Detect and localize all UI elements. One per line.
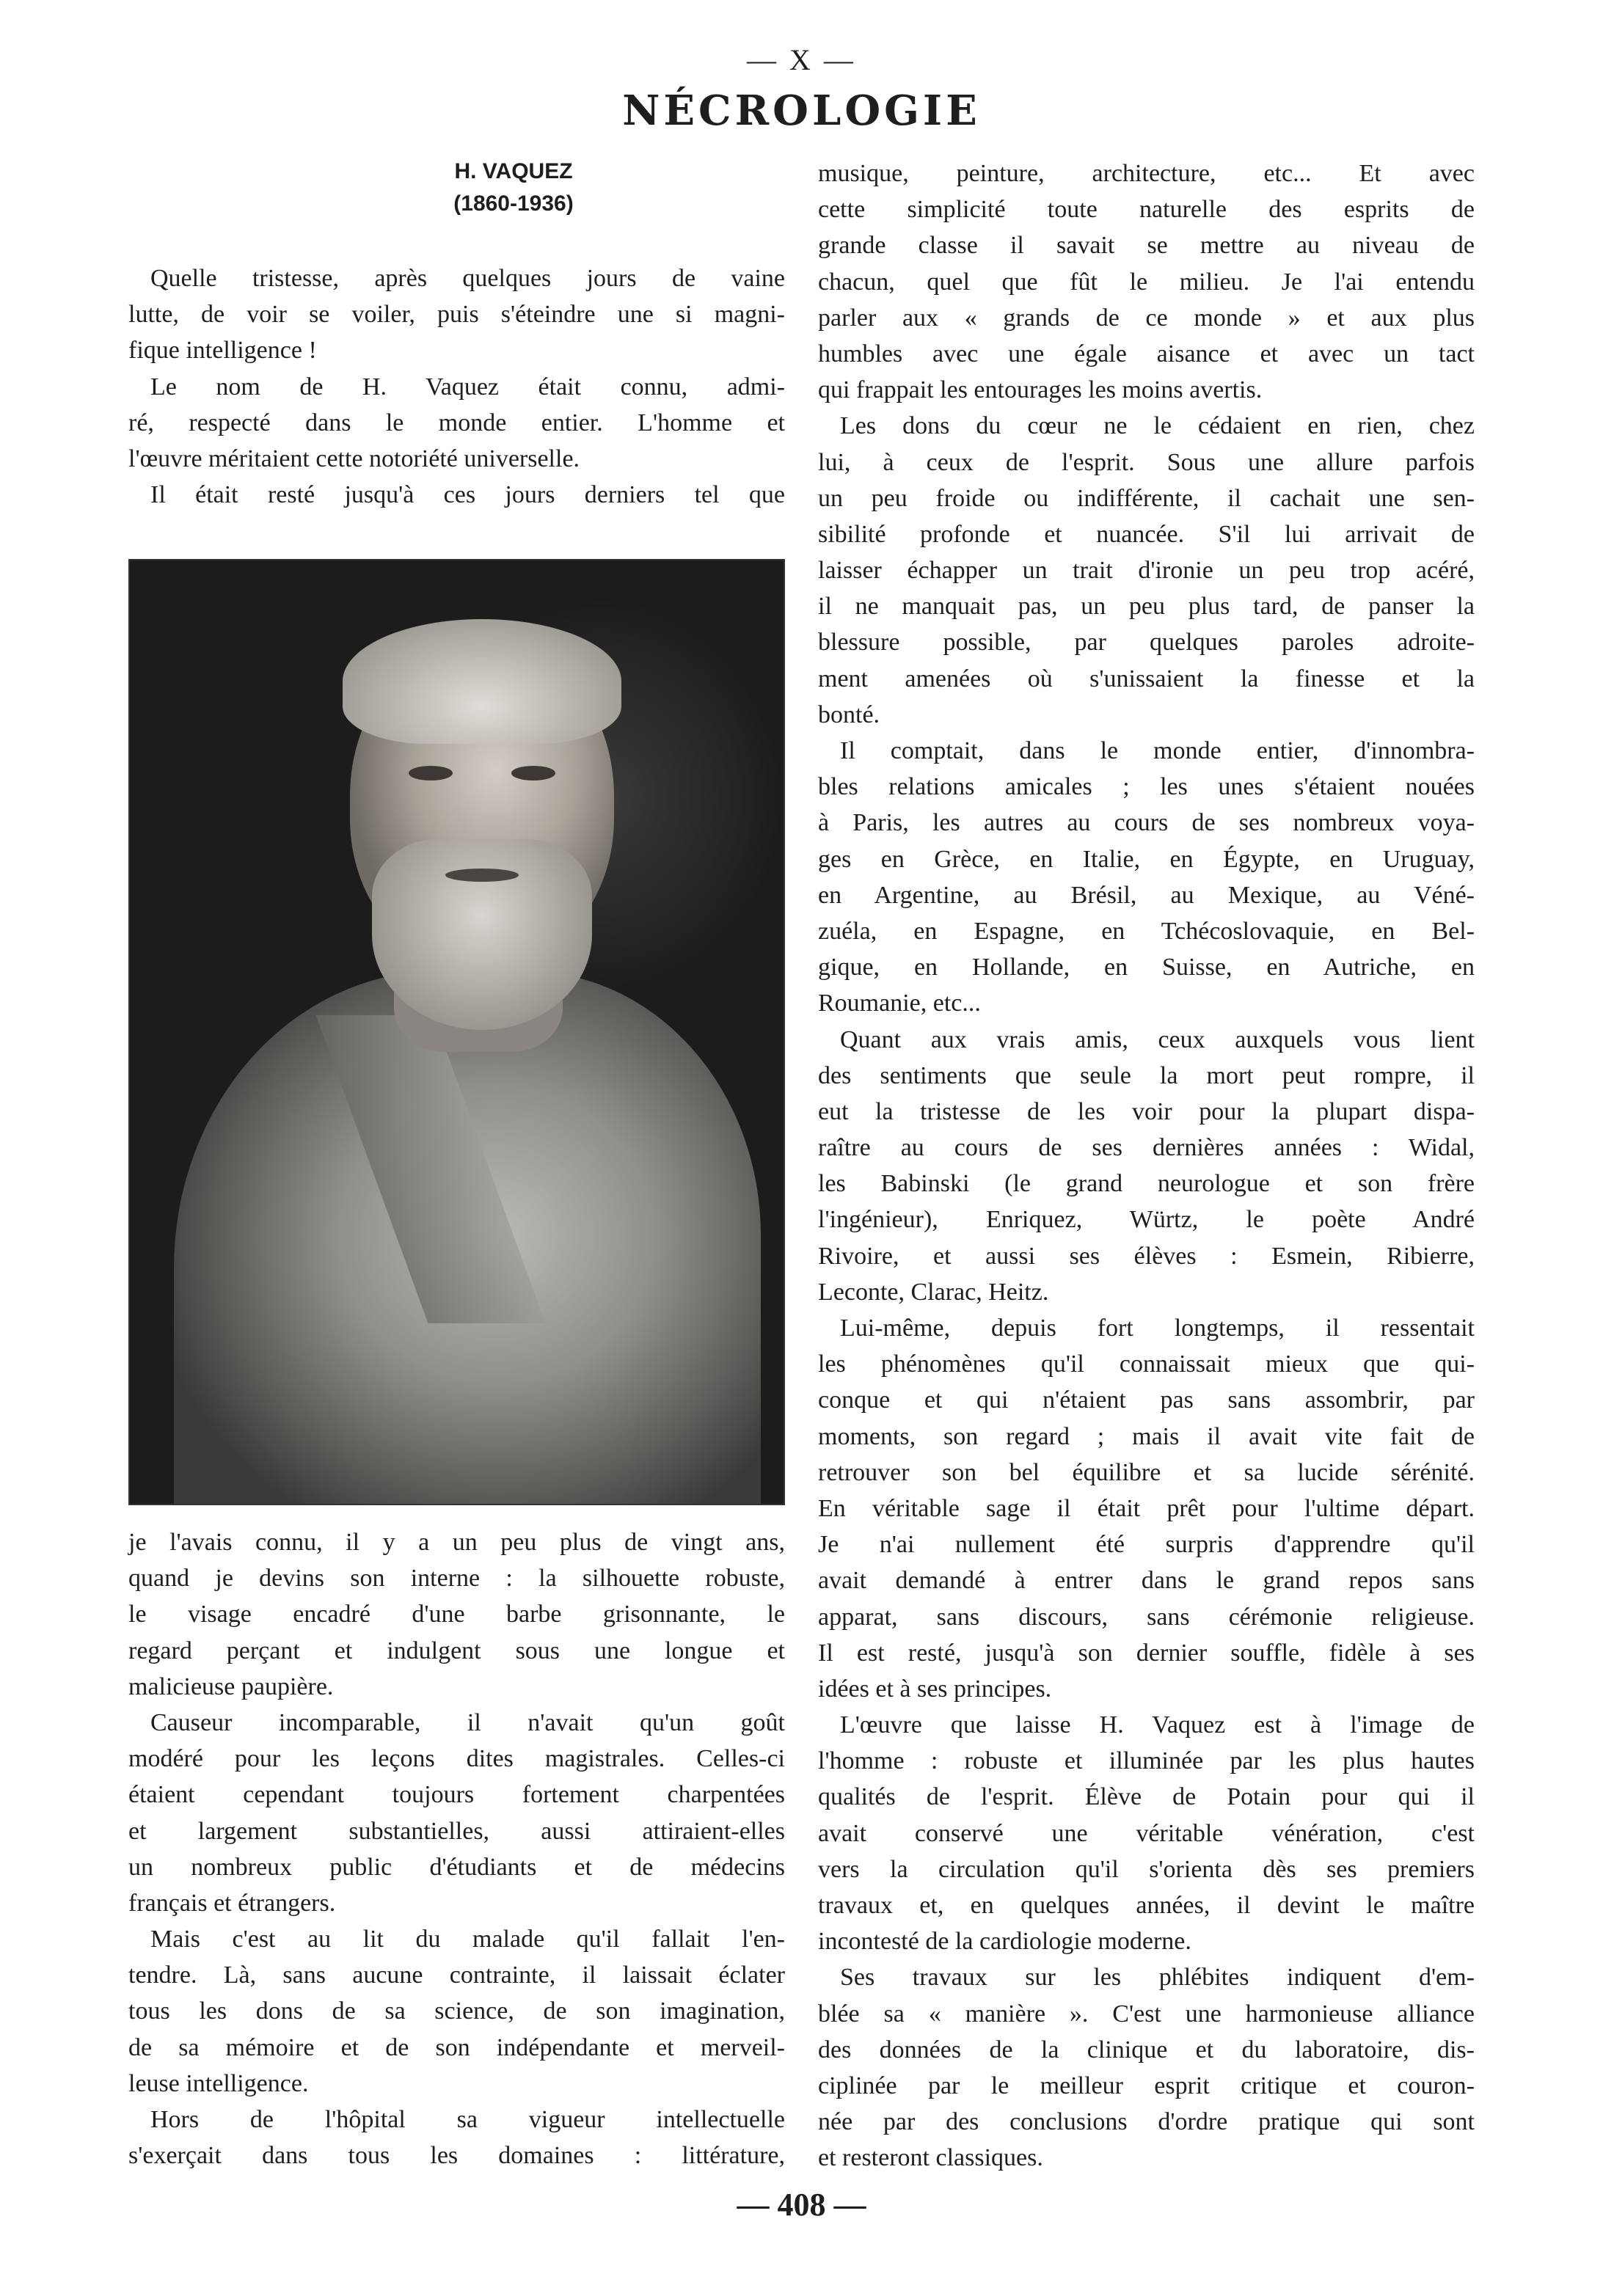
text-line: les phénomènes qu'il connaissait mieux que qui-	[818, 1350, 1475, 1378]
text-line: travaux et, en quelques années, il devint le maître	[818, 1892, 1475, 1919]
text-line: Quant aux vrais amis, ceux auxquels vous lient	[840, 1025, 1475, 1053]
text-line: Les dons du cœur ne le cédaient en rien, chez	[840, 412, 1475, 440]
portrait-photo	[128, 559, 785, 1505]
paragraph	[128, 260, 785, 369]
paragraph	[128, 1705, 785, 1921]
text-line: chacun, quel que fût le milieu. Je l'ai entendu	[818, 268, 1475, 296]
paragraph	[818, 408, 1475, 733]
text-line: s'exerçait dans tous les domaines : littérature,	[128, 2142, 785, 2170]
text-line: Lui-même, depuis fort longtemps, il ressentait	[840, 1315, 1475, 1342]
text-line: qui frappait les entourages les moins avertis.	[818, 376, 1263, 404]
text-line: eut la tristesse de les voir pour la plupart dispa-	[818, 1097, 1475, 1125]
text-line: avait demandé à entrer dans le grand repos sans	[818, 1567, 1475, 1595]
text-line: fique intelligence !	[128, 337, 317, 365]
text-line: En véritable sage il était prêt pour l'ultime départ.	[818, 1494, 1475, 1522]
text-line: Rivoire, et aussi ses élèves : Esmein, Ribierre,	[818, 1242, 1475, 1270]
text-line: tendre. Là, sans aucune contrainte, il laissait éclater	[128, 1962, 785, 1989]
text-line: humbles avec une égale aisance et avec un tact	[818, 340, 1475, 368]
text-line: un peu froide ou indifférente, il cachait une sen-	[818, 484, 1475, 512]
left-column-top	[128, 260, 785, 513]
text-line: l'homme : robuste et illuminée par les plus hautes	[818, 1747, 1475, 1775]
right-column	[818, 156, 1475, 2176]
text-line: les Babinski (le grand neurologue et son frère	[818, 1170, 1475, 1198]
text-line: leuse intelligence.	[128, 2069, 309, 2097]
page-number: — 408 —	[737, 2187, 866, 2223]
paragraph	[128, 477, 785, 513]
paragraph	[128, 1524, 785, 1705]
paragraph	[128, 2102, 785, 2173]
text-line: des données de la clinique et du laboratoire, dis-	[818, 2036, 1475, 2063]
portrait-beard	[372, 839, 592, 1030]
text-line: Quelle tristesse, après quelques jours de vaine	[150, 265, 785, 292]
text-line: Il comptait, dans le monde entier, d'innombra-	[840, 737, 1475, 764]
paragraph	[818, 1707, 1475, 1959]
text-line: regard perçant et indulgent sous une longue et	[128, 1637, 785, 1664]
text-line: retrouver son bel équilibre et sa lucide sérénité.	[818, 1458, 1475, 1486]
paragraph	[818, 1959, 1475, 2176]
text-line: je l'avais connu, il y a un peu plus de vingt ans,	[128, 1529, 785, 1556]
deceased-name: H. VAQUEZ	[454, 159, 573, 183]
text-line: raître au cours de ses dernières années : Widal,	[818, 1134, 1475, 1162]
paragraph	[818, 1022, 1475, 1311]
text-line: malicieuse paupière.	[128, 1672, 334, 1700]
life-dates: (1860-1936)	[453, 191, 574, 216]
text-line: vers la circulation qu'il s'orienta dès ses premiers	[818, 1855, 1475, 1883]
text-line: blée sa « manière ». C'est une harmonieuse alliance	[818, 2000, 1475, 2028]
text-line: et largement substantielles, aussi attiraient-elles	[128, 1817, 785, 1845]
text-line: lutte, de voir se voiler, puis s'éteindre une si magni-	[128, 301, 785, 329]
article-heading	[279, 156, 748, 220]
text-line: des sentiments que seule la mort peut rompre, il	[818, 1061, 1475, 1089]
text-line: le visage encadré d'une barbe grisonnante, le	[128, 1601, 785, 1628]
text-line: moments, son regard ; mais il avait vite fait de	[818, 1422, 1475, 1450]
text-line: à Paris, les autres au cours de ses nombreux voya-	[818, 809, 1475, 837]
text-line: Le nom de H. Vaquez était connu, admi-	[150, 373, 785, 401]
text-line: cette simplicité toute naturelle des esprits de	[818, 196, 1475, 224]
portrait-mouth	[445, 869, 519, 882]
text-line: conque et qui n'étaient pas sans assombrir, par	[818, 1386, 1475, 1414]
text-line: musique, peinture, architecture, etc... Et avec	[818, 160, 1475, 187]
text-line: Il est resté, jusqu'à son dernier souffle, fidèle à ses	[818, 1639, 1475, 1667]
text-line: ré, respecté dans le monde entier. L'homme et	[128, 409, 785, 436]
text-line: Leconte, Clarac, Heitz.	[818, 1278, 1049, 1306]
portrait-eye	[511, 766, 555, 780]
text-line: ges en Grèce, en Italie, en Égypte, en Uruguay,	[818, 845, 1475, 873]
text-line: tous les dons de sa science, de son imagination,	[128, 1997, 785, 2025]
text-line: ment amenées où s'unissaient la finesse et la	[818, 665, 1475, 692]
portrait-hair	[343, 619, 621, 744]
text-line: quand je devins son interne : la silhouette robuste,	[128, 1565, 785, 1593]
text-line: qualités de l'esprit. Élève de Potain pour qui il	[818, 1783, 1475, 1811]
text-line: Hors de l'hôpital sa vigueur intellectuelle	[150, 2106, 785, 2133]
text-line: sibilité profonde et nuancée. S'il lui arrivait de	[818, 520, 1475, 548]
text-line: l'ingénieur), Enriquez, Würtz, le poète André	[818, 1206, 1475, 1234]
portrait-eye	[409, 766, 453, 780]
text-line: gique, en Hollande, en Suisse, en Autriche, en	[818, 954, 1475, 981]
text-line: apparat, sans discours, sans cérémonie religieuse.	[818, 1603, 1475, 1631]
left-column-bottom	[128, 1524, 785, 2173]
text-line: Je n'ai nullement été surpris d'apprendre qu'il	[818, 1531, 1475, 1559]
text-line: bles relations amicales ; les unes s'étaient nouées	[818, 773, 1475, 801]
text-line: zuéla, en Espagne, en Tchécoslovaquie, en Bel-	[818, 917, 1475, 945]
text-line: de sa mémoire et de son indépendante et merveil-	[128, 2033, 785, 2061]
text-line: modéré pour les leçons dites magistrales. Celles-ci	[128, 1745, 785, 1773]
text-line: il ne manquait pas, un peu plus tard, de panser la	[818, 593, 1475, 621]
text-line: avait conservé une véritable vénération, c'est	[818, 1819, 1475, 1847]
text-line: Il était resté jusqu'à ces jours derniers tel que	[150, 481, 785, 509]
text-line: bonté.	[818, 701, 880, 728]
text-line: idées et à ses principes.	[818, 1675, 1052, 1703]
text-line: et resteront classiques.	[818, 2144, 1043, 2172]
paragraph	[818, 1310, 1475, 1707]
folio-marker: — X —	[747, 43, 856, 76]
text-line: en Argentine, au Brésil, au Mexique, au Véné-	[818, 881, 1475, 909]
text-line: Causeur incomparable, il n'avait qu'un goût	[150, 1708, 785, 1736]
text-line: Ses travaux sur les phlébites indiquent d'em-	[840, 1964, 1475, 1992]
section-title: NÉCROLOGIE	[622, 87, 981, 135]
text-line: blessure possible, par quelques paroles adroite-	[818, 629, 1475, 657]
text-line: français et étrangers.	[128, 1889, 336, 1917]
text-line: grande classe il savait se mettre au niveau de	[818, 232, 1475, 260]
text-line: Roumanie, etc...	[818, 990, 981, 1017]
text-line: lui, à ceux de l'esprit. Sous une allure parfois	[818, 448, 1475, 476]
text-line: laisser échapper un trait d'ironie un peu trop acéré,	[818, 557, 1475, 585]
text-line: L'œuvre que laisse H. Vaquez est à l'image de	[840, 1711, 1475, 1739]
text-line: Mais c'est au lit du malade qu'il fallait l'en-	[150, 1926, 785, 1953]
text-line: parler aux « grands de ce monde » et aux plus	[818, 304, 1475, 332]
text-line: ciplinée par le meilleur esprit critique et couron-	[818, 2072, 1475, 2099]
text-line: l'œuvre méritaient cette notoriété universelle.	[128, 445, 580, 472]
text-line: étaient cependant toujours fortement charpentées	[128, 1781, 785, 1809]
text-line: un nombreux public d'étudiants et de médecins	[128, 1853, 785, 1881]
text-line: incontesté de la cardiologie moderne.	[818, 1928, 1191, 1956]
paragraph	[818, 733, 1475, 1022]
paragraph	[818, 156, 1475, 408]
paragraph	[128, 1921, 785, 2102]
text-line: née par des conclusions d'ordre pratique qui sont	[818, 2108, 1475, 2136]
paragraph	[128, 369, 785, 478]
